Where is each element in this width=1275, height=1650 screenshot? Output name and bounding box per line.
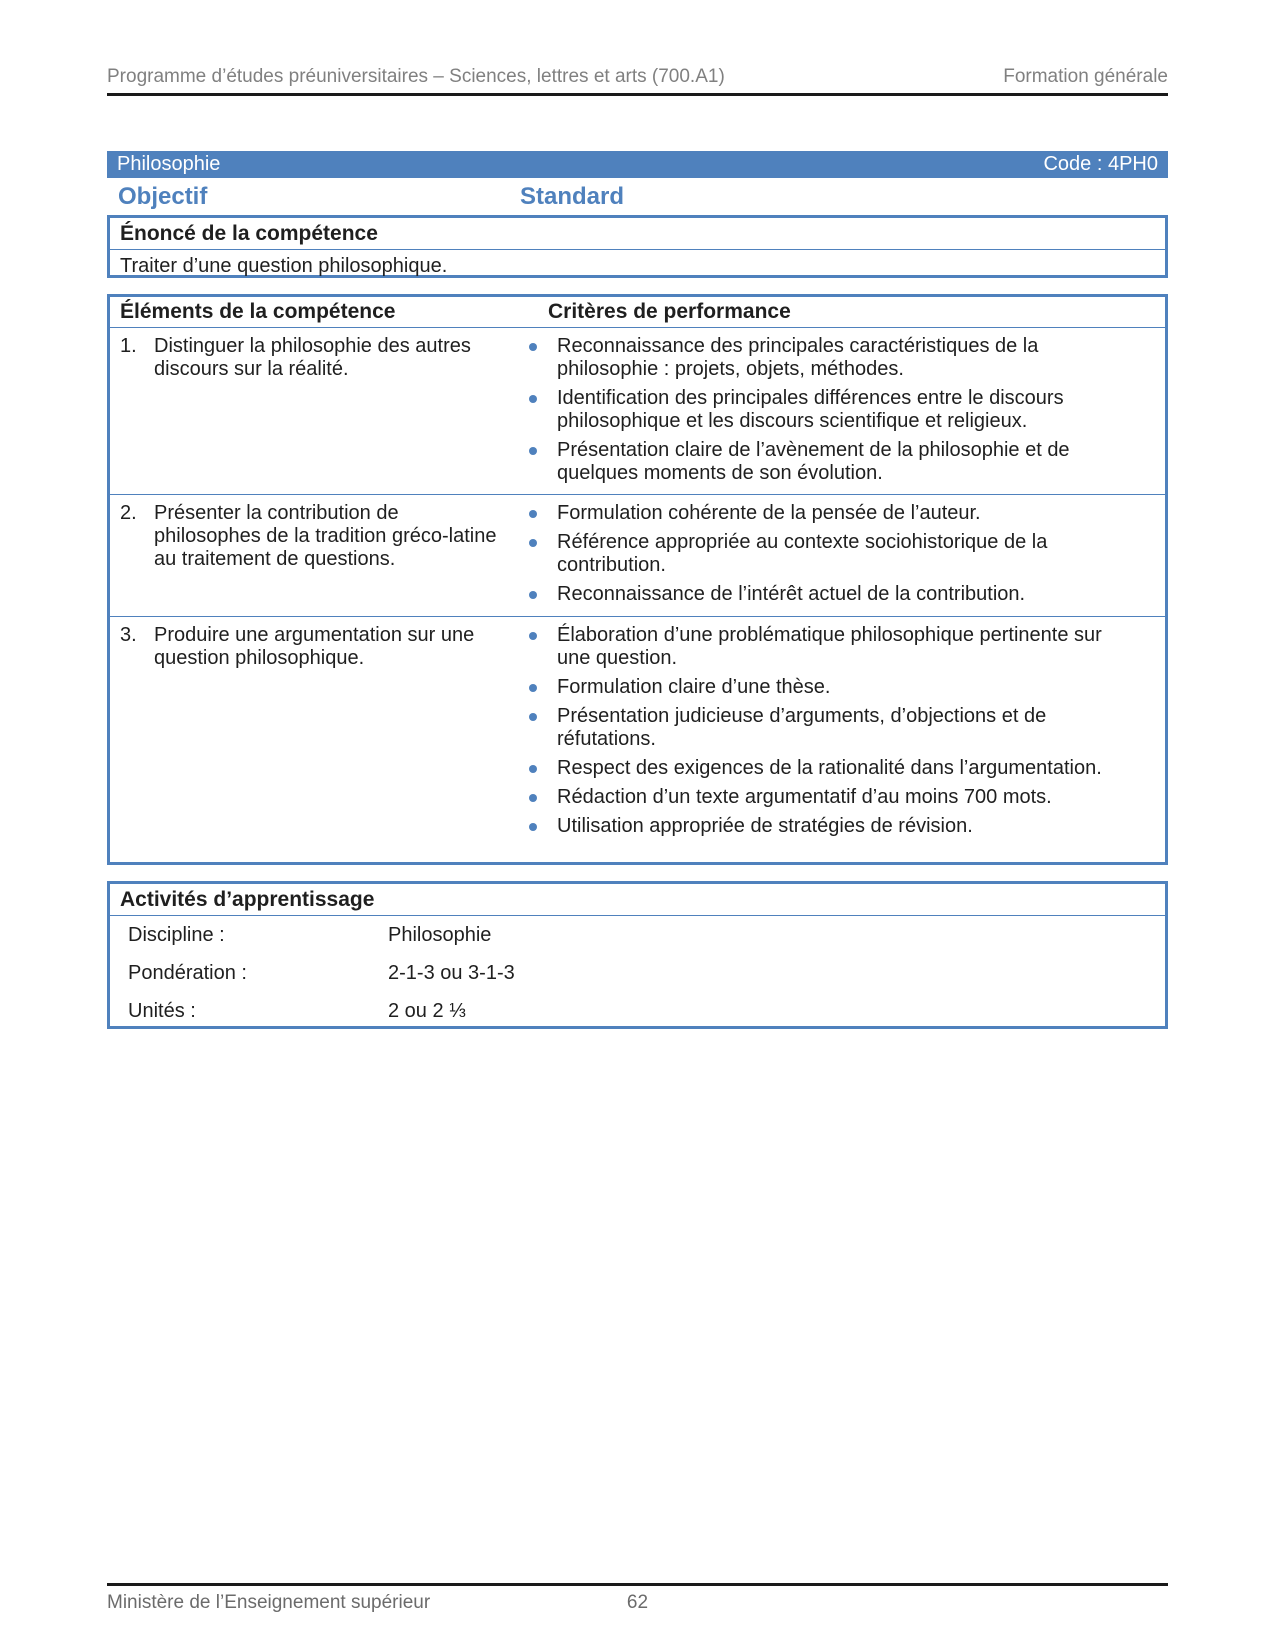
table-row — [110, 617, 1165, 869]
criteria-text: Respect des exigences de la rationalité dans l’argumentation. — [557, 757, 1102, 779]
bullet-icon — [529, 591, 537, 599]
activites-header: Activités d’apprentissage — [110, 884, 1165, 916]
criteria-text: Présentation judicieuse d’arguments, d’objections et de réfutations. — [557, 705, 1047, 750]
bullet-icon — [529, 539, 537, 547]
element-text: Produire une argumentation sur une question philosophique. — [154, 624, 475, 669]
bullet-icon — [529, 794, 537, 802]
criteria-item — [515, 624, 1165, 670]
bullet-icon — [529, 447, 537, 455]
element-number: 2. — [120, 502, 137, 524]
course-code: Code : 4PH0 — [1043, 153, 1158, 175]
activites-row — [110, 992, 1165, 1030]
standard-heading: Standard — [520, 183, 625, 210]
table-row — [110, 328, 1165, 495]
criteria-item — [515, 786, 1165, 809]
enonce-box — [107, 215, 1168, 278]
criteria-text: Référence appropriée au contexte sociohistorique de la contribution. — [557, 531, 1048, 576]
criteria-text: Rédaction d’un texte argumentatif d’au moins 700 mots. — [557, 786, 1052, 808]
element-cell — [110, 624, 515, 866]
criteria-text: Utilisation appropriée de stratégies de révision. — [557, 815, 973, 837]
criteria-item — [515, 583, 1165, 606]
criteria-text: Présentation claire de l’avènement de la philosophie et de quelques moments de son évolution. — [557, 439, 1070, 484]
bullet-icon — [529, 632, 537, 640]
element-cell — [110, 335, 515, 491]
element-number: 3. — [120, 624, 137, 646]
col1-header: Éléments de la compétence — [120, 300, 396, 323]
header-section-label: Formation générale — [1003, 66, 1168, 87]
element-text: Présenter la contribution de philosophes de la tradition gréco-latine au traitement de questions. — [154, 502, 497, 570]
criteria-item — [515, 757, 1165, 780]
activites-box — [107, 881, 1168, 1029]
page-footer — [107, 1583, 1168, 1613]
course-title-bar — [107, 151, 1168, 178]
criteria-item — [515, 502, 1165, 525]
criteria-item — [515, 387, 1165, 433]
activites-row — [110, 916, 1165, 954]
activites-row — [110, 954, 1165, 992]
criteria-item — [515, 815, 1165, 838]
bullet-icon — [529, 343, 537, 351]
bullet-icon — [529, 713, 537, 721]
activites-value: 2 ou 2 ⅓ — [388, 1000, 466, 1022]
activites-value: 2-1-3 ou 3-1-3 — [388, 962, 515, 984]
activites-label: Unités : — [128, 1000, 196, 1022]
competence-table — [107, 294, 1168, 865]
col2-header: Critères de performance — [548, 300, 791, 323]
criteria-item — [515, 335, 1165, 381]
table-row — [110, 495, 1165, 617]
criteria-text: Reconnaissance de l’intérêt actuel de la contribution. — [557, 583, 1026, 605]
element-number: 1. — [120, 335, 137, 357]
element-text: Distinguer la philosophie des autres discours sur la réalité. — [154, 335, 471, 380]
footer-ministry: Ministère de l’Enseignement supérieur — [107, 1592, 431, 1613]
criteria-item — [515, 531, 1165, 577]
criteria-list — [515, 624, 1165, 866]
element-cell — [110, 502, 515, 613]
activites-label: Pondération : — [128, 962, 247, 984]
criteria-text: Formulation claire d’une thèse. — [557, 676, 831, 698]
criteria-list — [515, 502, 1165, 613]
objectif-heading: Objectif — [118, 183, 208, 210]
course-title: Philosophie — [117, 153, 221, 175]
header-program-title: Programme d’études préuniversitaires – Sciences, lettres et arts (700.A1) — [107, 66, 725, 87]
bullet-icon — [529, 684, 537, 692]
activites-value: Philosophie — [388, 924, 492, 946]
criteria-text: Reconnaissance des principales caractéristiques de la philosophie : projets, objets, méthodes. — [557, 335, 1039, 380]
criteria-item — [515, 705, 1165, 751]
footer-page-number: 62 — [626, 1592, 649, 1613]
bullet-icon — [529, 823, 537, 831]
criteria-text: Formulation cohérente de la pensée de l’auteur. — [557, 502, 981, 524]
criteria-text: Identification des principales différences entre le discours philosophique et les discours scientifique et religieux. — [557, 387, 1064, 432]
enonce-text: Traiter d’une question philosophique. — [120, 255, 448, 277]
bullet-icon — [529, 395, 537, 403]
criteria-item — [515, 676, 1165, 699]
criteria-text: Élaboration d’une problématique philosophique pertinente sur une question. — [557, 624, 1102, 669]
criteria-list — [515, 335, 1165, 491]
page-header — [107, 66, 1168, 96]
bullet-icon — [529, 765, 537, 773]
activites-label: Discipline : — [128, 924, 225, 946]
competence-table-header — [110, 297, 1165, 328]
objectif-standard-row — [107, 183, 1168, 213]
bullet-icon — [529, 510, 537, 518]
enonce-header: Énoncé de la compétence — [110, 218, 1165, 250]
criteria-item — [515, 439, 1165, 485]
